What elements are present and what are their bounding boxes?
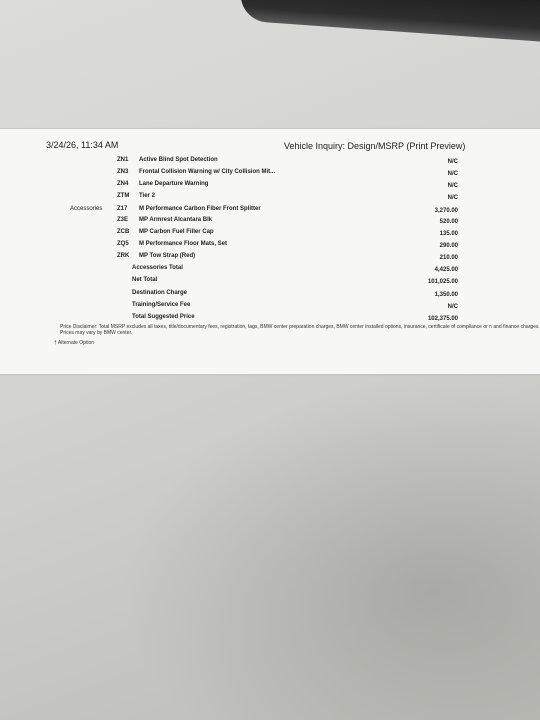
price-disclaimer: Price Disclaimer: Total MSRP excludes all taxes, title/documentary fees, registration, tags, BMW center preparation charges, BMW center installed options, insurance, certificate of compliance or n and finance charges. Prices may vary by BMW center.: [60, 324, 540, 336]
option-price: 135.00: [439, 231, 458, 237]
total-row: [0, 265, 540, 277]
printed-sheet: [0, 128, 540, 374]
alternate-option-note: † Alternate Option: [54, 340, 95, 346]
option-code: ZQ5: [117, 241, 129, 247]
total-row: [0, 302, 540, 314]
option-description: MP Tow Strap (Red): [139, 253, 196, 259]
page-title: Vehicle Inquiry: Design/MSRP (Print Preview): [284, 141, 466, 151]
option-description: Tier 2: [139, 193, 155, 199]
total-row: [0, 290, 540, 302]
option-description: M Performance Floor Mats, Set: [139, 241, 228, 247]
option-description: M Performance Carbon Fiber Front Splitter: [139, 206, 261, 212]
total-price: 101,025.00: [427, 279, 458, 285]
option-description: MP Carbon Fuel Filler Cap: [139, 229, 214, 235]
option-description: Frontal Collision Warning w/ City Collision Mit...: [139, 169, 276, 175]
total-label: Net Total: [132, 277, 158, 283]
option-row: [0, 253, 540, 265]
option-row: [0, 157, 540, 169]
print-date: 3/24/26, 11:34 AM: [46, 140, 119, 150]
total-row: [0, 277, 540, 289]
option-row: [0, 217, 540, 229]
total-price: 1,350.00: [434, 292, 458, 298]
option-row: [0, 169, 540, 181]
option-price: N/C: [447, 183, 458, 189]
option-code: ZCB: [117, 229, 130, 235]
option-code: ZRK: [117, 253, 130, 259]
option-price: 3,270.00: [434, 208, 458, 214]
total-price: N/C: [447, 304, 458, 310]
total-price: 4,425.00: [434, 267, 458, 273]
shadow: [120, 380, 540, 720]
total-price: 102,375.00: [427, 316, 458, 322]
option-description: MP Armrest Alcantara Blk: [139, 217, 213, 223]
total-label: Total Suggested Price: [132, 314, 195, 320]
total-label: Accessories Total: [132, 265, 183, 271]
option-code: Z3E: [117, 217, 129, 223]
option-description: Active Blind Spot Detection: [139, 157, 218, 163]
option-description: Lane Departure Warning: [139, 181, 209, 187]
option-row: [0, 229, 540, 241]
option-code: ZN4: [117, 181, 129, 187]
option-code: ZN3: [117, 169, 129, 175]
device-edge: [239, 0, 540, 43]
option-code: ZN1: [117, 157, 129, 163]
option-row: [0, 241, 540, 253]
option-price: 520.00: [439, 219, 458, 225]
option-category: Accessories: [70, 206, 103, 212]
option-price: 290.00: [439, 243, 458, 249]
option-row: [0, 181, 540, 193]
total-label: Training/Service Fee: [132, 302, 191, 308]
option-code: Z17: [117, 206, 128, 212]
option-price: 210.00: [439, 255, 458, 261]
option-price: N/C: [447, 195, 458, 201]
option-price: N/C: [447, 159, 458, 165]
option-row: [0, 193, 540, 205]
option-price: N/C: [447, 171, 458, 177]
total-label: Destination Charge: [132, 290, 188, 296]
option-code: ZTM: [117, 193, 130, 199]
